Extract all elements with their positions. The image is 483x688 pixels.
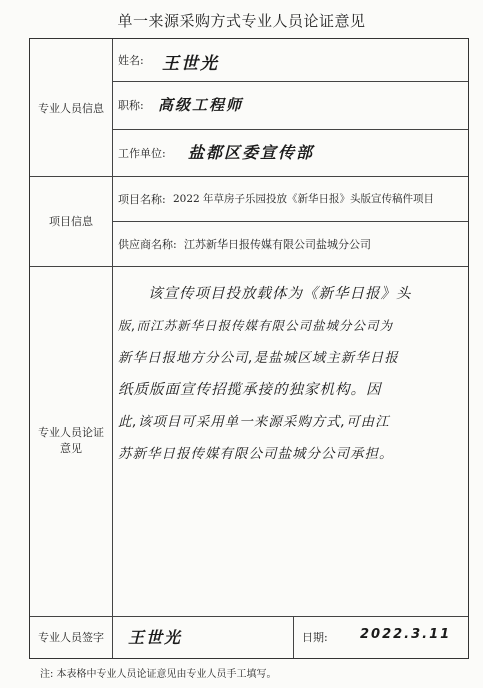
signature-label: 专业人员签字 [38,631,104,644]
opinion-label-line2: 意见 [60,442,82,455]
expert-info-label: 专业人员信息 [38,101,104,115]
date-label: 日期: [302,631,328,644]
opinion-line: 纸质版面宣传招揽承接的独家机构。因 [118,382,382,398]
opinion-line: 该宣传项目投放载体为《新华日报》头 [148,286,412,302]
title-value: 高级工程师 [158,96,244,114]
date-value: 2022.3.11 [360,627,452,642]
date-divider [293,616,294,658]
project-name-label: 项目名称: [118,192,166,206]
unit-label: 工作单位: [118,146,166,160]
opinion-line: 苏新华日报传媒有限公司盐城分公司承担。 [118,446,394,462]
project-name-value: 2022 年草房子乐园投放《新华日报》头版宣传稿件项目 [173,193,435,205]
opinion-text [118,278,463,470]
supplier-value: 江苏新华日报传媒有限公司盐城分公司 [184,237,371,251]
form-title: 单一来源采购方式专业人员论证意见 [117,12,366,30]
supplier-label: 供应商名称: [118,237,177,251]
opinion-label-line1: 专业人员论证 [38,426,104,439]
row-divider [112,81,468,82]
opinion-label [30,266,112,616]
opinion-line: 此,该项目可采用单一来源采购方式,可由江 [118,414,390,430]
title-label: 职称: [118,99,144,112]
opinion-line: 版,而江苏新华日报传媒有限公司盐城分公司为 [118,318,393,333]
signature-value: 王世光 [128,628,183,647]
name-value: 王世光 [162,54,219,74]
column-divider [112,39,113,658]
project-info-label: 项目信息 [49,215,93,228]
unit-value: 盐都区委宣传部 [188,143,315,162]
opinion-line: 新华日报地方分公司,是盐城区域主新华日报 [118,350,399,366]
footnote: 注: 本表格中专业人员论证意见由专业人员手工填写。 [40,669,277,680]
name-label: 姓名: [118,54,144,67]
